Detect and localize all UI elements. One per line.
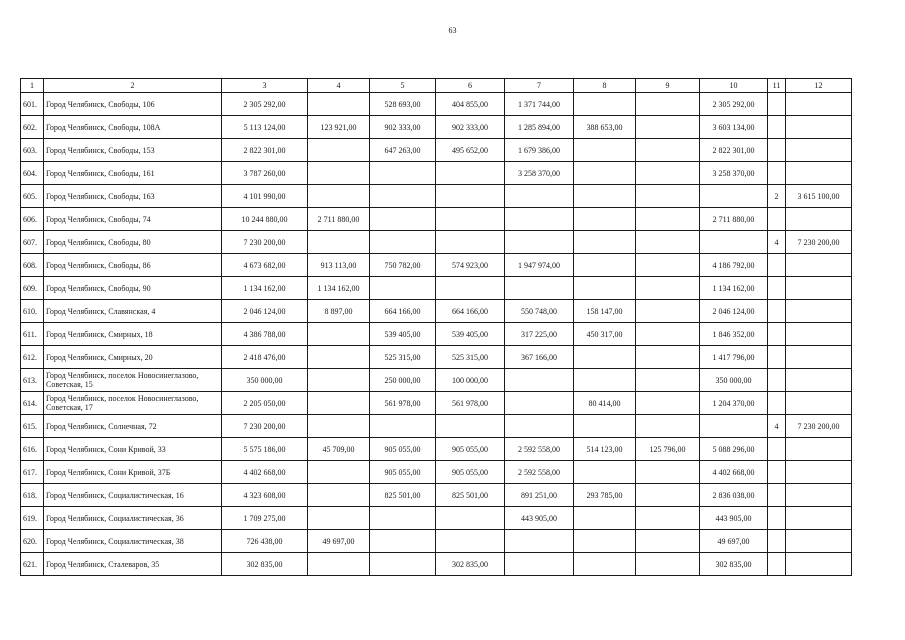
cell-c3: 2 822 301,00 [222,139,308,162]
cell-c9 [636,346,700,369]
cell-c11 [768,208,786,231]
cell-c10: 302 835,00 [700,553,768,576]
cell-c7: 443 905,00 [505,507,574,530]
cell-c9 [636,139,700,162]
cell-c11 [768,392,786,415]
table-row [21,162,852,185]
table-row [21,300,852,323]
cell-c9 [636,254,700,277]
table-row [21,254,852,277]
cell-c8 [574,231,636,254]
cell-c11 [768,553,786,576]
cell-c3: 2 305 292,00 [222,93,308,116]
cell-c4: 45 709,00 [308,438,370,461]
header-cell-9: 9 [636,79,700,93]
header-cell-10: 10 [700,79,768,93]
cell-c9 [636,185,700,208]
cell-addr: Город Челябинск, Свободы, 108А [44,116,222,139]
cell-c10: 1 134 162,00 [700,277,768,300]
cell-c6: 302 835,00 [436,553,505,576]
cell-n: 619. [21,507,44,530]
cell-c6 [436,162,505,185]
cell-c5 [370,277,436,300]
cell-c11 [768,461,786,484]
cell-c7: 3 258 370,00 [505,162,574,185]
header-cell-8: 8 [574,79,636,93]
cell-c3: 1 134 162,00 [222,277,308,300]
cell-c9 [636,162,700,185]
page-number: 63 [448,26,457,35]
cell-c10: 2 836 038,00 [700,484,768,507]
cell-c11 [768,93,786,116]
cell-c4 [308,369,370,392]
cell-c10: 4 402 668,00 [700,461,768,484]
cell-c12 [786,300,852,323]
cell-c4: 2 711 880,00 [308,208,370,231]
table-row [21,116,852,139]
cell-c6: 574 923,00 [436,254,505,277]
cell-c4 [308,162,370,185]
cell-c4: 49 697,00 [308,530,370,553]
cell-c11 [768,277,786,300]
cell-c8: 80 414,00 [574,392,636,415]
cell-c12 [786,116,852,139]
cell-c11 [768,438,786,461]
cell-c12 [786,139,852,162]
data-table [20,78,852,576]
header-cell-2: 2 [44,79,222,93]
cell-c7 [505,553,574,576]
cell-addr: Город Челябинск, Свободы, 80 [44,231,222,254]
cell-c5: 902 333,00 [370,116,436,139]
cell-c5: 528 693,00 [370,93,436,116]
cell-c4 [308,392,370,415]
cell-n: 602. [21,116,44,139]
cell-c7 [505,392,574,415]
cell-c9 [636,93,700,116]
cell-c5 [370,231,436,254]
cell-addr: Город Челябинск, Сони Кривой, 33 [44,438,222,461]
cell-c4 [308,323,370,346]
cell-c5: 647 263,00 [370,139,436,162]
cell-c3: 350 000,00 [222,369,308,392]
cell-c9 [636,277,700,300]
cell-addr: Город Челябинск, Свободы, 161 [44,162,222,185]
cell-c11 [768,254,786,277]
cell-c5: 664 166,00 [370,300,436,323]
cell-c12 [786,254,852,277]
cell-n: 618. [21,484,44,507]
cell-addr: Город Челябинск, Смирных, 18 [44,323,222,346]
cell-c9 [636,553,700,576]
cell-c5: 825 501,00 [370,484,436,507]
cell-c7: 2 592 558,00 [505,461,574,484]
cell-c6: 539 405,00 [436,323,505,346]
cell-addr: Город Челябинск, поселок Новосинеглазово, Советская, 17 [44,392,222,415]
table-row [21,231,852,254]
cell-c12 [786,484,852,507]
cell-c6 [436,231,505,254]
table-row [21,93,852,116]
cell-c8 [574,185,636,208]
cell-c9 [636,323,700,346]
cell-c9 [636,484,700,507]
cell-c7: 550 748,00 [505,300,574,323]
cell-c7: 367 166,00 [505,346,574,369]
cell-c4: 913 113,00 [308,254,370,277]
cell-c9 [636,300,700,323]
cell-c7: 2 592 558,00 [505,438,574,461]
cell-c11: 4 [768,415,786,438]
cell-c11: 2 [768,185,786,208]
cell-addr: Город Челябинск, Свободы, 153 [44,139,222,162]
table-row [21,484,852,507]
cell-c12 [786,323,852,346]
table-row [21,323,852,346]
cell-c8 [574,208,636,231]
cell-c3: 5 113 124,00 [222,116,308,139]
cell-c10: 3 603 134,00 [700,116,768,139]
cell-c3: 3 787 260,00 [222,162,308,185]
cell-n: 621. [21,553,44,576]
cell-c5: 539 405,00 [370,323,436,346]
cell-c12 [786,93,852,116]
cell-c7: 1 285 894,00 [505,116,574,139]
cell-c3: 2 046 124,00 [222,300,308,323]
table-row [21,346,852,369]
table-row [21,438,852,461]
cell-c5 [370,507,436,530]
cell-c3: 7 230 200,00 [222,231,308,254]
header-cell-1: 1 [21,79,44,93]
cell-c6: 495 652,00 [436,139,505,162]
cell-c6 [436,185,505,208]
cell-c6 [436,415,505,438]
cell-c6: 404 855,00 [436,93,505,116]
cell-c4 [308,93,370,116]
cell-c12 [786,553,852,576]
cell-n: 612. [21,346,44,369]
cell-addr: Город Челябинск, Свободы, 106 [44,93,222,116]
header-cell-5: 5 [370,79,436,93]
cell-c11 [768,530,786,553]
table-row [21,461,852,484]
table-row [21,185,852,208]
cell-c12: 3 615 100,00 [786,185,852,208]
cell-c3: 4 386 788,00 [222,323,308,346]
cell-c7 [505,530,574,553]
cell-c8 [574,93,636,116]
cell-addr: Город Челябинск, Солнечная, 72 [44,415,222,438]
cell-c4 [308,185,370,208]
cell-c8 [574,369,636,392]
cell-c3: 10 244 880,00 [222,208,308,231]
cell-c6: 902 333,00 [436,116,505,139]
cell-c9 [636,461,700,484]
cell-c11 [768,300,786,323]
cell-c3: 302 835,00 [222,553,308,576]
cell-c8: 450 317,00 [574,323,636,346]
cell-c4: 1 134 162,00 [308,277,370,300]
cell-c10: 2 046 124,00 [700,300,768,323]
cell-c3: 1 709 275,00 [222,507,308,530]
cell-c3: 7 230 200,00 [222,415,308,438]
cell-c10: 1 417 796,00 [700,346,768,369]
cell-c6 [436,208,505,231]
header-cell-3: 3 [222,79,308,93]
cell-n: 617. [21,461,44,484]
cell-c3: 4 402 668,00 [222,461,308,484]
cell-c12 [786,162,852,185]
cell-c10: 5 088 296,00 [700,438,768,461]
cell-c6 [436,277,505,300]
table-row [21,530,852,553]
cell-c4 [308,484,370,507]
cell-addr: Город Челябинск, Свободы, 74 [44,208,222,231]
cell-c5 [370,185,436,208]
cell-n: 614. [21,392,44,415]
cell-c6: 561 978,00 [436,392,505,415]
cell-c5: 250 000,00 [370,369,436,392]
cell-c3: 4 101 990,00 [222,185,308,208]
cell-c11 [768,116,786,139]
cell-n: 608. [21,254,44,277]
cell-addr: Город Челябинск, Смирных, 20 [44,346,222,369]
cell-c6: 664 166,00 [436,300,505,323]
header-cell-4: 4 [308,79,370,93]
cell-c4 [308,461,370,484]
table-row [21,208,852,231]
cell-c7: 1 679 386,00 [505,139,574,162]
cell-c8 [574,553,636,576]
cell-c12 [786,392,852,415]
cell-c10: 1 204 370,00 [700,392,768,415]
cell-c8: 158 147,00 [574,300,636,323]
cell-c6: 825 501,00 [436,484,505,507]
cell-c4: 8 897,00 [308,300,370,323]
cell-n: 610. [21,300,44,323]
cell-c6: 100 000,00 [436,369,505,392]
cell-c11 [768,507,786,530]
cell-addr: Город Челябинск, Сталеваров, 35 [44,553,222,576]
cell-c10: 4 186 792,00 [700,254,768,277]
cell-c8 [574,415,636,438]
cell-c10: 350 000,00 [700,369,768,392]
cell-c9 [636,392,700,415]
cell-c8 [574,139,636,162]
cell-c5: 905 055,00 [370,461,436,484]
cell-addr: Город Челябинск, Свободы, 90 [44,277,222,300]
cell-c6: 525 315,00 [436,346,505,369]
cell-c12: 7 230 200,00 [786,415,852,438]
cell-c12 [786,346,852,369]
cell-c12 [786,208,852,231]
cell-c4: 123 921,00 [308,116,370,139]
cell-c12 [786,277,852,300]
cell-c8: 293 785,00 [574,484,636,507]
cell-c8 [574,254,636,277]
cell-c4 [308,139,370,162]
cell-c10: 2 711 880,00 [700,208,768,231]
table-row [21,507,852,530]
cell-n: 620. [21,530,44,553]
header-cell-12: 12 [786,79,852,93]
cell-c8: 388 653,00 [574,116,636,139]
cell-addr: Город Челябинск, Сони Кривой, 37Б [44,461,222,484]
cell-c12 [786,369,852,392]
cell-c11 [768,323,786,346]
cell-c6: 905 055,00 [436,438,505,461]
cell-c12: 7 230 200,00 [786,231,852,254]
cell-c10: 443 905,00 [700,507,768,530]
table-row [21,139,852,162]
cell-c7 [505,415,574,438]
cell-c3: 2 418 476,00 [222,346,308,369]
cell-c11 [768,139,786,162]
header-cell-11: 11 [768,79,786,93]
cell-c5: 750 782,00 [370,254,436,277]
cell-c11 [768,369,786,392]
cell-c5 [370,208,436,231]
cell-c9 [636,231,700,254]
cell-c8 [574,277,636,300]
cell-c9 [636,507,700,530]
cell-c4 [308,231,370,254]
table-row [21,277,852,300]
cell-addr: Город Челябинск, Славянская, 4 [44,300,222,323]
cell-c10: 49 697,00 [700,530,768,553]
cell-c6: 905 055,00 [436,461,505,484]
cell-c5: 525 315,00 [370,346,436,369]
cell-c12 [786,507,852,530]
cell-c12 [786,530,852,553]
cell-c4 [308,415,370,438]
table-row [21,369,852,392]
cell-c9 [636,530,700,553]
cell-c11 [768,346,786,369]
cell-n: 615. [21,415,44,438]
cell-c7 [505,277,574,300]
cell-n: 601. [21,93,44,116]
cell-c10: 2 305 292,00 [700,93,768,116]
cell-c7 [505,369,574,392]
table-row [21,553,852,576]
cell-c8 [574,346,636,369]
cell-c5: 561 978,00 [370,392,436,415]
cell-c9 [636,116,700,139]
cell-c8 [574,530,636,553]
cell-c9: 125 796,00 [636,438,700,461]
header-cell-6: 6 [436,79,505,93]
cell-n: 609. [21,277,44,300]
cell-addr: Город Челябинск, Свободы, 163 [44,185,222,208]
cell-c10 [700,231,768,254]
cell-c7: 317 225,00 [505,323,574,346]
cell-c8: 514 123,00 [574,438,636,461]
cell-c11 [768,162,786,185]
table-row [21,415,852,438]
cell-c8 [574,507,636,530]
cell-c7 [505,231,574,254]
cell-addr: Город Челябинск, Свободы, 86 [44,254,222,277]
cell-n: 604. [21,162,44,185]
cell-n: 613. [21,369,44,392]
cell-c4 [308,553,370,576]
cell-c11 [768,484,786,507]
cell-c12 [786,438,852,461]
cell-c5 [370,530,436,553]
cell-c4 [308,507,370,530]
header-cell-7: 7 [505,79,574,93]
cell-n: 611. [21,323,44,346]
cell-n: 603. [21,139,44,162]
cell-c6 [436,507,505,530]
cell-n: 607. [21,231,44,254]
cell-n: 616. [21,438,44,461]
cell-c8 [574,461,636,484]
cell-c5 [370,553,436,576]
cell-c10: 1 846 352,00 [700,323,768,346]
cell-addr: Город Челябинск, Социалистическая, 38 [44,530,222,553]
cell-c10: 3 258 370,00 [700,162,768,185]
table-header-row [21,79,852,93]
cell-c3: 726 438,00 [222,530,308,553]
cell-c7: 891 251,00 [505,484,574,507]
cell-c4 [308,346,370,369]
cell-c5 [370,162,436,185]
cell-c6 [436,530,505,553]
cell-n: 605. [21,185,44,208]
cell-c5 [370,415,436,438]
cell-c7: 1 947 974,00 [505,254,574,277]
cell-addr: Город Челябинск, Социалистическая, 36 [44,507,222,530]
cell-c9 [636,415,700,438]
cell-c10 [700,415,768,438]
cell-c11: 4 [768,231,786,254]
table-row [21,392,852,415]
cell-c7 [505,185,574,208]
cell-c10 [700,185,768,208]
cell-c3: 2 205 050,00 [222,392,308,415]
cell-c7 [505,208,574,231]
cell-c9 [636,369,700,392]
cell-addr: Город Челябинск, поселок Новосинеглазово, Советская, 15 [44,369,222,392]
cell-c8 [574,162,636,185]
cell-c12 [786,461,852,484]
cell-c5: 905 055,00 [370,438,436,461]
cell-c3: 5 575 186,00 [222,438,308,461]
cell-addr: Город Челябинск, Социалистическая, 16 [44,484,222,507]
cell-c9 [636,208,700,231]
cell-n: 606. [21,208,44,231]
cell-c3: 4 323 608,00 [222,484,308,507]
cell-c3: 4 673 682,00 [222,254,308,277]
cell-c10: 2 822 301,00 [700,139,768,162]
cell-c7: 1 371 744,00 [505,93,574,116]
